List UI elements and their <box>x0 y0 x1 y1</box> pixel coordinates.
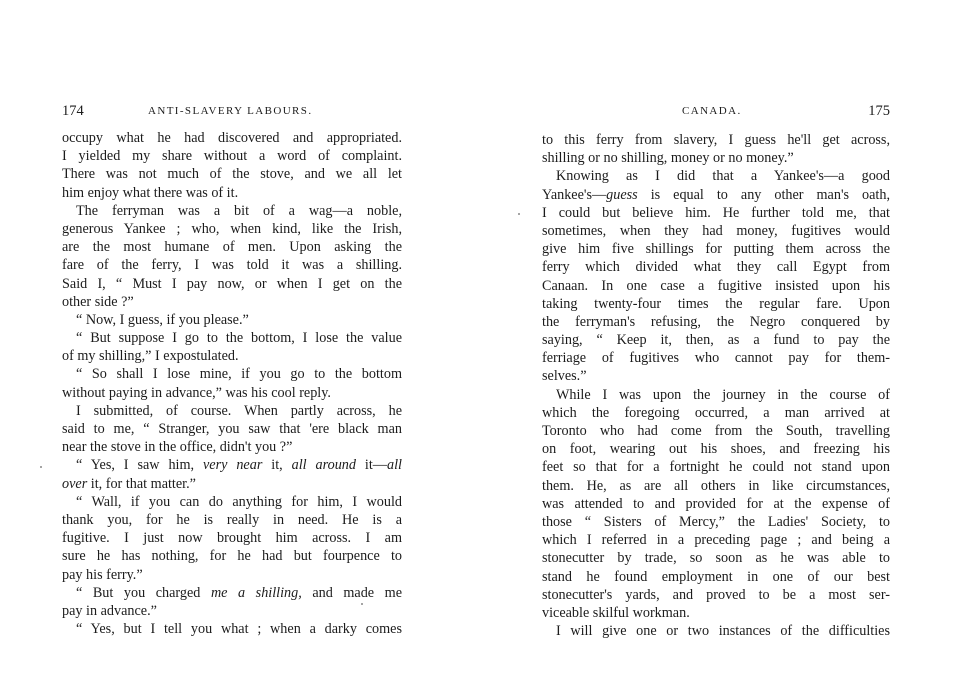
left-page-body <box>62 129 402 638</box>
text-line: to this ferry from slavery, I guess he'll get across, <box>542 132 890 148</box>
text-line: taking twenty-four times the regular fare. Upon <box>542 295 890 312</box>
text-line: those “ Sisters of Mercy,” the Ladies' Society, to <box>542 513 890 530</box>
italic-run: over <box>62 475 88 492</box>
page-number: 174 <box>62 103 84 119</box>
scan-speck <box>361 603 363 605</box>
italic-run: very near <box>203 457 263 474</box>
text-line: “ Now, I guess, if you please.” <box>76 311 249 328</box>
text-line: “ Wall, if you can do anything for him, I would <box>76 493 402 510</box>
right-page-body <box>542 131 890 640</box>
text-line: are the most humane of men. Upon asking the <box>62 239 402 256</box>
text-run: and made me <box>301 584 402 601</box>
text-line: fare of the ferry, I was told it was a shilling. <box>62 257 402 274</box>
text-line: “ Yes, but I tell you what ; when a darky comes <box>76 621 402 638</box>
text-line: I could but believe him. He further told me, that <box>542 204 890 221</box>
text-line: sure he has nothing, for he had but fourpence to <box>62 548 402 565</box>
right-page <box>542 0 890 673</box>
text-line: pay his ferry.” <box>62 566 143 583</box>
text-line: other side ?” <box>62 293 134 310</box>
text-line: occupy what he had discovered and appropriated. <box>62 130 402 146</box>
text-line <box>62 456 402 474</box>
text-line: Toronto who had come from the South, travelling <box>542 423 890 439</box>
text-line: The ferryman was a bit of a wag—a noble, <box>76 202 402 219</box>
text-line: sometimes, when they had money, fugitives would <box>542 222 890 239</box>
text-run: “ But you charged <box>76 584 211 601</box>
right-page-header <box>542 103 890 121</box>
text-line: on foot, wearing out his shoes, and freezing his <box>542 441 890 458</box>
italic-run: all around <box>291 457 356 474</box>
text-line: without paying in advance,” was his cool reply. <box>62 384 331 401</box>
left-page-header <box>62 103 402 121</box>
text-run: is equal to any other man's oath, <box>637 186 890 203</box>
text-line: the ferryman's refusing, the Negro conquered by <box>542 313 890 330</box>
text-line: feet so that for a fortnight he could not stand upon <box>542 459 890 476</box>
text-line: viceable skilful workman. <box>542 604 690 621</box>
text-line: stonecutter by trade, so soon as he was able to <box>542 550 890 567</box>
text-line: stonecutter's yards, and proved to be a most ser- <box>542 586 890 603</box>
text-line <box>62 584 402 602</box>
text-line: “ But suppose I go to the bottom, I lose the value <box>76 330 402 347</box>
running-head: ANTI-SLAVERY LABOURS. <box>148 105 313 117</box>
text-run: it, <box>262 457 292 474</box>
text-line: I yielded my share without a word of complaint. <box>62 148 402 165</box>
text-line: said to me, “ Stranger, you saw that 'ere black man <box>62 421 402 437</box>
text-line: him enjoy what there was of it. <box>62 184 239 201</box>
text-line: Canaan. In one case a fugitive insisted upon his <box>542 277 890 294</box>
text-line: While I was upon the journey in the course of <box>556 386 890 403</box>
text-run: Yankee's— <box>542 186 607 203</box>
text-line <box>62 475 402 493</box>
text-line: thank you, for he is really in need. He is a <box>62 511 402 528</box>
text-run: it, for that matter.” <box>87 475 196 492</box>
text-line: which the foregoing occurred, a man arrived at <box>542 404 890 421</box>
text-line: fugitive. I just now brought him across. I am <box>62 530 402 547</box>
text-line: them. He, as are all others in like circumstances, <box>542 477 890 494</box>
text-line: pay in advance.” <box>62 602 157 619</box>
text-line: Said I, “ Must I pay now, or when I get on the <box>62 275 402 292</box>
italic-run: guess <box>606 186 638 203</box>
italic-run: me a shilling, <box>210 584 302 601</box>
text-run: “ Yes, I saw him, <box>76 457 203 474</box>
text-line: shilling or no shilling, money or no money.” <box>542 150 794 167</box>
scan-speck <box>518 213 520 215</box>
text-line: I submitted, of course. When partly across, he <box>76 402 402 419</box>
text-line: ferriage of fugitives who cannot pay for them- <box>542 350 890 367</box>
italic-run: all <box>387 457 402 474</box>
text-line: stand he found employment in one of our best <box>542 568 890 585</box>
text-line: I will give one or two instances of the difficulties <box>556 623 890 640</box>
text-line <box>542 186 890 204</box>
text-line: near the stove in the office, didn't you ?” <box>62 439 293 456</box>
running-head: CANADA. <box>682 105 742 117</box>
text-line: generous Yankee ; who, when kind, like the Irish, <box>62 220 402 237</box>
text-line: which I referred in a preceding page ; and being a <box>542 532 890 549</box>
text-line: ferry which divided what they call Egypt from <box>542 259 890 276</box>
text-line: There was not much of the stove, and we all let <box>62 166 402 183</box>
text-line: selves.” <box>542 368 587 385</box>
text-line: was attended to and provided for at the expense of <box>542 495 890 512</box>
text-line: saying, “ Keep it, then, as a fund to pay the <box>542 332 890 349</box>
text-run: it— <box>356 457 387 474</box>
text-line: give him five shillings for putting them across the <box>542 241 890 258</box>
text-line: Knowing as I did that a Yankee's—a good <box>556 168 890 185</box>
text-line: “ So shall I lose mine, if you go to the bottom <box>76 366 402 383</box>
left-page <box>62 0 402 673</box>
scan-speck <box>40 466 42 468</box>
page-number: 175 <box>868 103 890 119</box>
text-line: of my shilling,” I expostulated. <box>62 348 239 365</box>
